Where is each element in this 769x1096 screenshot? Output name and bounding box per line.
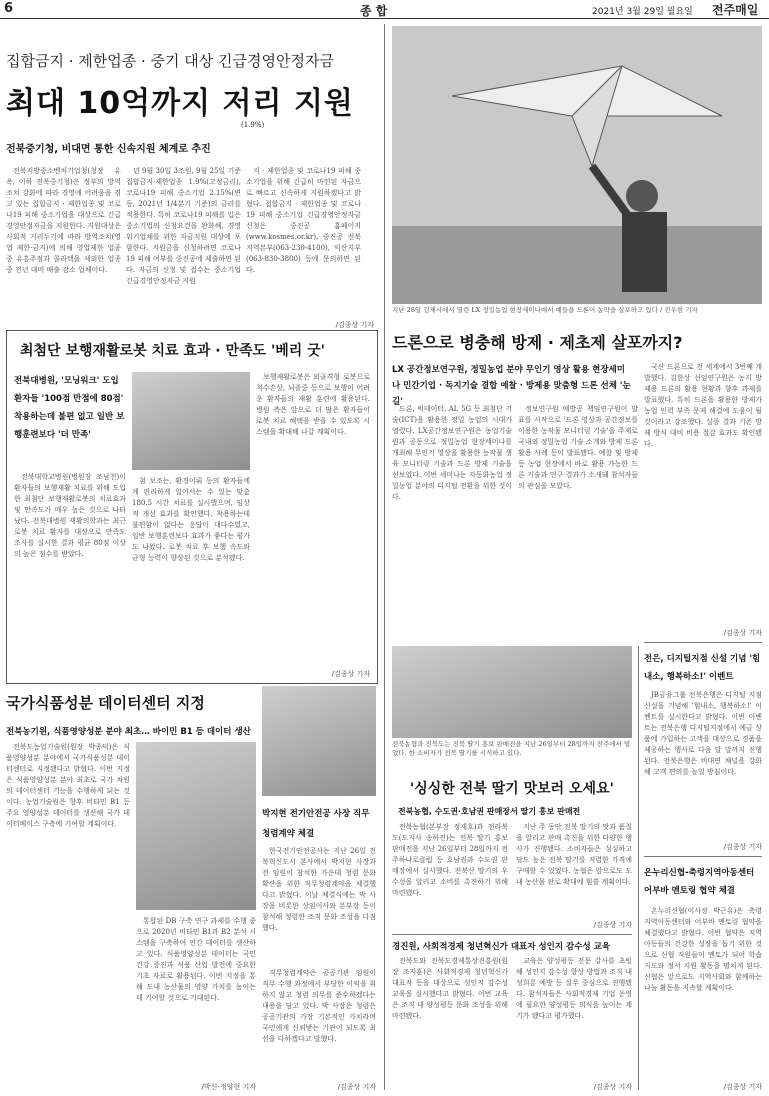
a2-col3: 국산 드론으로 전 세계에서 3번째 개발했다. 김한상 선임연구원은 농지 방제용 드론의 활용 현황과 향후 과제를 발표했다. 특히 드론을 활용한 방제가 농업 인력 부족 문제 해결에 도움이 될 것이라고 강조했다. 실증 결과 기존 방제 방식 대비 비용 절감 효과도 확인됐다. xyxy=(644,363,762,448)
a3-col3: 보행재활로봇은 외골격형 로봇으로 척수손상, 뇌졸중 등으로 보행이 어려운 환자들의 재활 훈련에 활용된다. 병원 측은 앞으로 더 많은 환자들이 로봇 치료 혜택을 받을 수 있도록 시스템을 확대해 나갈 계획이다. xyxy=(256,373,370,436)
a8-title: 전은, 디지털지점 신설 기념 '힘내소, 행복하소!' 이벤트 xyxy=(644,654,761,682)
a7-byline: /김종상 기자 xyxy=(593,1083,632,1091)
a2-col1: 드론, 빅데이터, AI, 5G 등 최첨단 기술(ICT)을 활용한 정밀 농업의 시대가 열렸다. LX공간정보연구원은 농업기술원과 공동으로 정밀농업 현장세미나를 개최해 무인기 영상을 활용한 농작물 생육 모니터링 기술과 드론 방제 기술을 선보였다. 이번 세미나는 자동화농업 정밀농업 분야의 디지털 전환을 위한 것이다. xyxy=(392,405,512,501)
issue-date: 2021년 3월 29일 월요일 xyxy=(592,7,693,17)
a1-rate: (1.9%) xyxy=(241,121,265,129)
a4-col1: 전북도농업기술원(원장 박종덕)은 식품영양성분 분야에서 국가식품성분 데이터센터로 지정됐다고 밝혔다. 이번 지정은 식품영양성분 분야 최초로 국가 차원의 데이터센터 기능을 수행하게 되는 것이다. 농업기술원은 향후 비타민 B1 등 주요 영양성분 데이터를 생산해 국가 데이터베이스 구축에 기여할 계획이다. xyxy=(6,743,130,828)
a8-byline: /김종상 기자 xyxy=(723,843,762,851)
a6-title: '싱싱한 전북 딸기 맛보러 오세요' xyxy=(410,781,614,797)
robot-photo xyxy=(132,372,250,470)
a3-byline: /김종상 기자 xyxy=(331,670,370,678)
a1-col3: 지 · 제한업종 및 코로나19 피해 중소기업을 위해 긴급히 마련된 자금으로 빠르고 신속하게 지원하겠다고 밝혔다. 접합금지 · 제한업종 및 코로나19 피해 중소기업 긴급경영안정자금 신청은 중진공 홈페이지(www.kosmes.or.kr), 중진공 전북지역본부(063-230-4100), 익산지부(063-830-3800) 등에 문의하면 된다. xyxy=(246,167,361,274)
a4-byline: /박신-정양현 기자 xyxy=(201,1083,256,1091)
page-column-divider xyxy=(384,24,385,1090)
a4-title: 국가식품성분 데이터센터 지정 xyxy=(6,694,205,712)
a1-byline: /김종상 기자 xyxy=(335,321,374,329)
drone-photo-caption: 지난 28일 김제시에서 열린 LX 정밀농업 현장세미나에서 예들을 드론이 농약을 살포하고 있다 / 진우현 기자 xyxy=(392,306,698,314)
contract-photo xyxy=(262,686,376,796)
page-number: 6 xyxy=(4,1,14,16)
drone-illustration xyxy=(392,26,762,304)
strawberry-photo xyxy=(392,646,632,738)
a3-summary: 전북대병원, '모닝워크' 도입 환자들 '100점 만점에 80점' 착용하는데 불편 없고 일반 보행훈련보다 '더 만족' xyxy=(14,376,125,440)
a6-col2: 지난 주 동안 전북 딸기의 맛과 품질을 알리고 판매 촉진을 위한 다양한 행사가 진행됐다. 소비자들은 싱싱하고 당도 높은 전북 딸기를 저렴한 가격에 구매할 수 있었다. 농협은 앞으로도 도내 농산물 판로 확대에 힘쓸 계획이다. xyxy=(516,823,632,886)
a7-title: 경진원, 사회적경제 청년혁신가 대표자 성인지 감수성 교육 xyxy=(392,942,611,952)
column-divider xyxy=(638,646,639,1090)
a9-col1: 온누리신협(이사장 박근유)은 축령지역아동센터와 어부바 멘토링 협약을 체결했다고 밝혔다. 이번 협약은 지역 아동들의 건강한 성장을 돕기 위한 것으로 신협 직원들이 멘토가 되어 학습 지도와 정서 지원 활동을 펼치게 된다. 신협은 앞으로도 지역사회와 함께하는 나눔 활동을 지속할 계획이다. xyxy=(644,907,762,992)
strawberry-photo-caption: 전북농협과 전북도는 전북 딸기 홍보 판매전을 지난 26일부터 28일까지 전주에서 열었다. 한 소비자가 전북 딸기를 시식하고 있다. xyxy=(392,740,631,757)
a1-col1: 전북지방중소벤처기업청(청장 유옥, 이하 전북중기청)은 정부의 방역조치 강화에 따라 경영에 어려움을 겪고 있는 집합금지 · 제한업종 및 코로나19 피해 중소기업을 대상으로 긴급경영안정자금을 지원한다. 지원대상은 사회적 거리두기에 따라 방역조치(영업 제한·금지)에 의해 영업제한 업종 중 유흥주점과 콜라텍을 제외한 업종 중 전년 대비 매출 감소 업체이다. xyxy=(6,167,121,274)
a6-byline: /김종상 기자 xyxy=(593,921,632,929)
a1-subtitle: 전북중기청, 비대면 통한 신속지원 체계로 추진 xyxy=(6,144,211,155)
a5-title: 박지현 전기안전공 사장 직무청렴계약 체결 xyxy=(262,809,370,839)
a3-col1: 전북대학교병원(병원장 조남천)이 환자들의 보행재활 치료를 위해 도입한 최첨단 보행재활로봇의 치료효과 및 만족도가 매우 높은 것으로 나타났다. 전북대병원 재활의학과는 최근 로봇 치료 환자를 대상으로 만족도 조사를 실시한 결과 평균 80점 이상의 높은 점수를 받았다. xyxy=(14,473,126,558)
a6-col1: 전북농협(본부장 정재호)과 전라북도(도지사 송하진)는 전북 딸기 홍보 판매전을 지난 26일부터 28일까지 전주하나로클럽 등 호남권과 수도권 판매장에서 실시했다. 전북산 딸기의 우수성을 알리고 소비를 촉진하기 위해 마련됐다. xyxy=(392,823,508,897)
a5-col1: 한국전기안전공사는 지난 26일 전북혁신도시 본사에서 박지현 사장과 전 임원이 참석한 가운데 청렴 문화 확산을 위한 직무청렴계약을 체결했다고 밝혔다. 이날 체결식에는 박 사장을 비롯한 상임이사와 본부장 등이 참석해 청렴한 조직 문화 조성을 다짐했다. xyxy=(262,847,376,932)
a2-col2: 정보연구원 예방공 책임연구원이 발표를 시작으로 '드론 영상과 공간정보를 이용한 농작물 모니터링 기술'을 주제로 국내외 정밀농업 기술 소개와 방제 드론 활용 사례 등이 발표됐다. 예찰 및 방제 등 농업 현장에서 바로 활용 가능한 드론 기술과 연구 결과가 소개돼 참석자들의 관심을 모았다. xyxy=(518,405,638,490)
divider xyxy=(392,934,632,935)
a7-col1: 전북도와 전북도경제통상진흥원(원장 조지훈)은 사회적경제 청년혁신가 대표자 등을 대상으로 성인지 감수성 교육을 실시했다고 밝혔다. 이번 교육은 조직 내 양성평등 문화 조성을 위해 마련됐다. xyxy=(392,957,508,1020)
a7-col2: 교육은 양성평등 전문 강사를 초빙해 성인지 감수성 향상 방법과 조직 내 성희롱 예방 등 실무 중심으로 진행됐다. 참석자들은 사회적경제 기업 운영에 필요한 양성평등 의식을 높이는 계기가 됐다고 평가했다. xyxy=(516,957,632,1020)
a1-title: 최대 10억까지 저리 지원 xyxy=(6,86,354,121)
a3-col2: 첨 보조는, 환경이뤄 등의 환자들에게 편리하게 일어서는 수 있는 맞춤 180.5 시간 치료를 실시했으며, 임상적 개선 효과를 확인했다. 착용하는데 불편함이 없다는 응답이 대다수였고, 일반 보행훈련보다 효과가 좋다는 평가도 나왔다. 로봇 치료 후 보행 속도와 균형 능력이 향상된 것으로 분석됐다. xyxy=(132,477,250,562)
section-name: 종 합 xyxy=(360,4,388,18)
drone-photo xyxy=(392,26,762,304)
a1-pretitle: 집합금지 · 제한업종 · 중기 대상 긴급경영안정자금 xyxy=(6,52,334,70)
a2-subtitle: LX 공간정보연구원, 정밀농업 분야 무인기 영상 활용 현장세미나 민간기업 · 독지기술 결합 예찰 · 방제용 맞춤형 드론 선체 '눈길' xyxy=(392,365,631,407)
a4-subtitle: 전북농기원, 식품영양성분 분야 최초… 바이민 B1 등 데이터 생산 xyxy=(6,727,251,737)
divider xyxy=(644,642,762,643)
a2-byline: /김종상 기자 xyxy=(723,629,762,637)
a4-col2: 통합된 DB 구축 연구 과제를 수행 중으로 2020년 비타민 B1과 B2 분석 시스템을 구축하여 연간 데이터를 생산하고 있다. 식품영양성분 데이터는 국민 건강 증진과 식품 산업 발전에 중요한 기초 자료로 활용된다. 이번 지정을 통해 도내 농산물의 영양 가치를 높이는 데 기여할 것으로 기대된다. xyxy=(136,917,256,1002)
a1-col2: 년 9월 30일 3조원, 9월 25일 기준 집합금지·제한업종 1.9%(고정금리), 코로나19 피해 중소기업 2.15%(변동, 2021년 1/4분기 기준)의 금리를 적용한다. 특히 코로나19 피해를 입은 중소기업의 신청요건을 완화해, 경영위기업체를 위한 자금지원 대상에 포함한다. 지원금을 신청하려면 코로나19 피해 여부를 중진공에 제출하면 된다. 자금의 신청 및 접수는 중소기업 긴급경영안정자금 지원 xyxy=(126,167,241,285)
a5-byline: /김종상 기자 xyxy=(337,1083,376,1091)
a6-subtitle: 전북농협, 수도권·호남권 판매장서 딸기 홍보 판매전 xyxy=(398,807,581,816)
divider xyxy=(644,856,762,857)
a8-col1: JB금융그룹 전북은행은 디지털 지점 신설을 기념해 '힘내소, 행복하소!' 이벤트를 실시한다고 밝혔다. 이번 이벤트는 전북은행 디지털지점에서 예금 상품에 가입하는 고객을 대상으로 경품을 제공하는 행사로 다음 달 말까지 진행된다. 전북은행은 비대면 채널을 강화해 고객 편의를 높일 방침이다. xyxy=(644,691,762,776)
a3-title: 최첨단 보행재활로봇 치료 효과 · 만족도 '베리 굿' xyxy=(20,343,325,359)
page-header xyxy=(0,0,769,19)
a5-col2: 직무청렴계약은 공공기관 임원이 직무 수행 과정에서 부당한 이익을 취하지 않고 청렴 의무를 준수하겠다는 내용을 담고 있다. 박 사장은 청렴은 공공기관의 가장 기본적인 가치라며 국민에게 신뢰받는 기관이 되도록 최선을 다하겠다고 말했다. xyxy=(262,969,376,1043)
a9-title: 온누리신협-축령지역아동센터 어부바 멘토링 협약 체결 xyxy=(644,868,755,896)
datacenter-photo xyxy=(136,742,256,910)
a2-title: 드론으로 병충해 방제 · 제초제 살포까지? xyxy=(392,333,683,352)
newspaper-name: 전주매일 xyxy=(712,3,759,17)
a9-byline: /김종상 기자 xyxy=(723,1083,762,1091)
